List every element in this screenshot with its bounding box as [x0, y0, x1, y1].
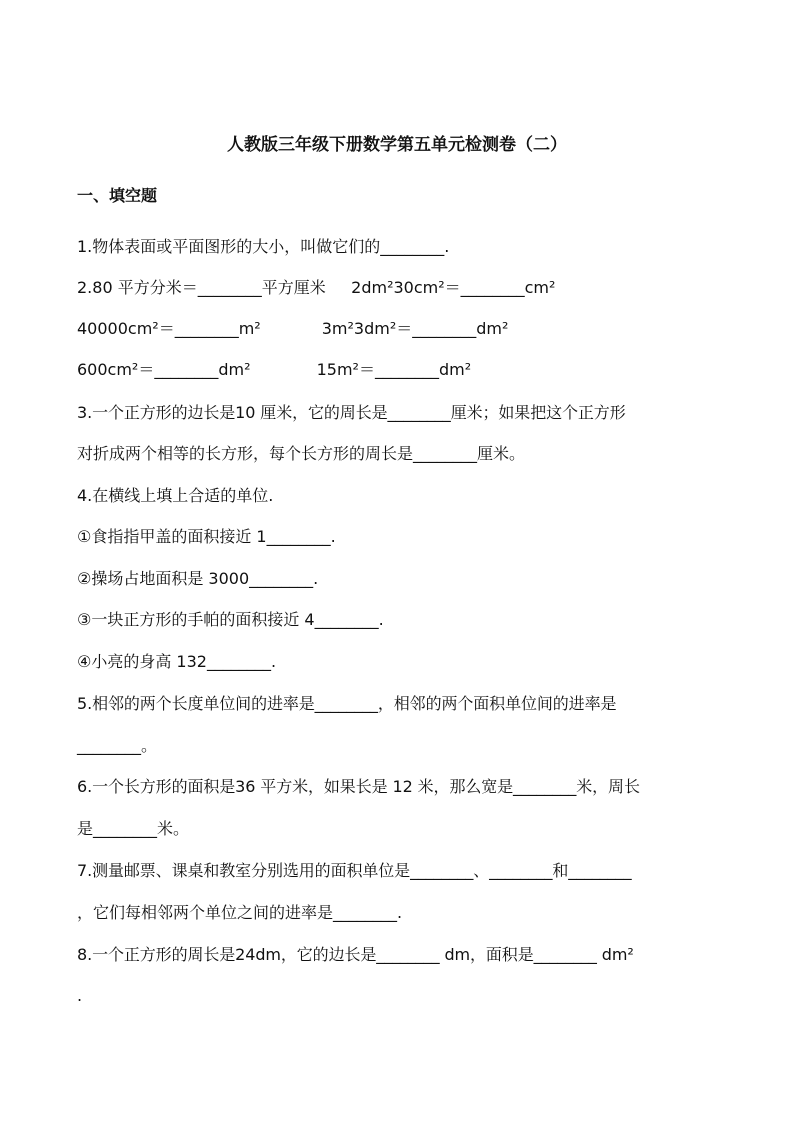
question-4-item-3: ③一块正方形的手帕的面积接近 4________. [77, 610, 384, 629]
question-2-line-1: 2.80 平方分米＝________平方厘米 2dm²30cm²＝________cm² [77, 278, 556, 297]
question-4-item-4: ④小亮的身高 132________. [77, 652, 277, 671]
question-6-line-2: 是________米。 [77, 819, 190, 838]
question-7-line-2: ，它们每相邻两个单位之间的进率是________. [77, 903, 403, 922]
section-heading: 一、填空题 [77, 186, 158, 205]
question-5-line-2: ________。 [77, 736, 158, 755]
question-3-line-2: 对折成两个相等的长方形，每个长方形的周长是________厘米。 [77, 444, 526, 463]
question-6-line-1: 6.一个长方形的面积是36 平方米，如果长是 12 米，那么宽是________米，周长 [77, 777, 640, 796]
question-7-line-1: 7.测量邮票、课桌和教室分别选用的面积单位是________、________和________ [77, 861, 632, 880]
question-4-line: 4.在横线上填上合适的单位. [77, 486, 274, 505]
question-5-line-1: 5.相邻的两个长度单位间的进率是________，相邻的两个面积单位间的进率是 [77, 694, 617, 713]
question-4-item-1: ①食指指甲盖的面积接近 1________. [77, 527, 336, 546]
question-2-line-3: 600cm²＝________dm² 15m²＝________dm² [77, 360, 472, 379]
question-1-line: 1.物体表面或平面图形的大小，叫做它们的________. [77, 237, 450, 256]
question-2-line-2: 40000cm²＝________m² 3m²3dm²＝________dm² [77, 319, 509, 338]
question-3-line-1: 3.一个正方形的边长是10 厘米，它的周长是________厘米；如果把这个正方形 [77, 403, 626, 422]
question-8-line-1: 8.一个正方形的周长是24dm，它的边长是________ dm，面积是________ dm² [77, 945, 634, 964]
question-8-line-2: . [77, 986, 83, 1005]
page-title: 人教版三年级下册数学第五单元检测卷（二） [227, 135, 567, 155]
question-4-item-2: ②操场占地面积是 3000________. [77, 569, 319, 588]
